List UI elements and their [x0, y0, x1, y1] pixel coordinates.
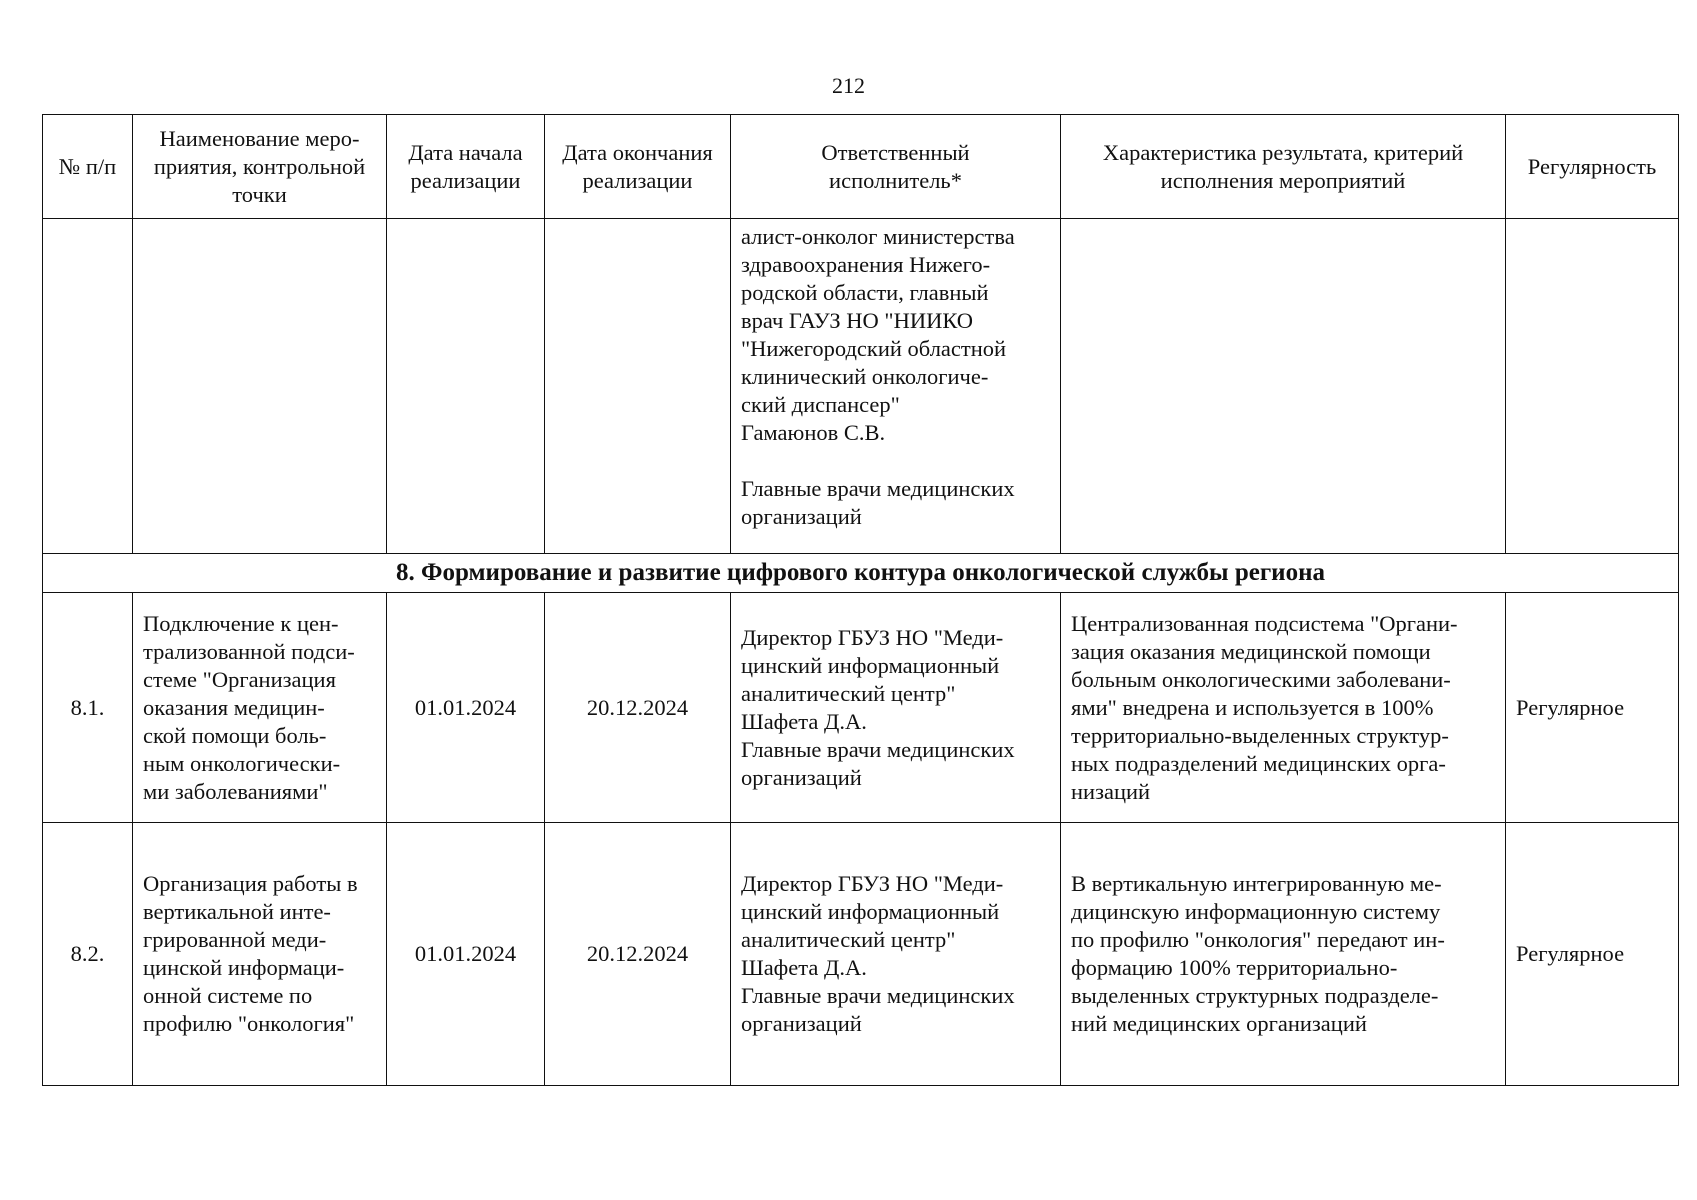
name-text: Организация работы в вертикальной инте- грированной меди- цинской информаци- онной системе по профилю "онкология" [143, 871, 358, 1036]
cell-start-date: 01.01.2024 [387, 593, 545, 823]
cell-end-date: 20.12.2024 [545, 593, 731, 823]
cell-number: 8.2. [43, 823, 133, 1086]
cell-regularity [1506, 593, 1679, 823]
cell-start-date [387, 219, 545, 554]
header-number [43, 115, 133, 219]
cell-responsible [731, 823, 1061, 1086]
header-name [133, 115, 387, 219]
header-regularity-label: Регулярность [1527, 153, 1657, 179]
result-text: В вертикальную интегрированную ме- дицинскую информационную систему по профилю "онкология" передают ин- формацию 100% территориально- выделенных структурных подразделе- ний медицинских организаций [1071, 871, 1445, 1036]
cell-result [1061, 823, 1506, 1086]
action-plan-table [42, 114, 1679, 1086]
cell-number [43, 219, 133, 554]
header-end-date [545, 115, 731, 219]
regularity-text: Регулярное [1516, 941, 1625, 966]
cell-regularity [1506, 823, 1679, 1086]
cell-result [1061, 219, 1506, 554]
cell-number: 8.1. [43, 593, 133, 823]
header-result-label: Характеристика результата, критерий исполнения мероприятий [1102, 139, 1464, 193]
cell-responsible [731, 219, 1061, 554]
result-text: Централизованная подсистема "Органи- зация оказания медицинской помощи больным онкологическими заболевани- ями" внедрена и используется в 100% территориально-выделенных структур- ных подразделений медицинских орга- низаций [1071, 610, 1458, 804]
cell-regularity [1506, 219, 1679, 554]
header-start-date-label: Дата начала реализации [408, 139, 523, 193]
responsible-text: Директор ГБУЗ НО "Меди- цинский информационный аналитический центр" Шафета Д.А. Главные врачи медицинских организаций [741, 871, 1015, 1036]
table-row [43, 593, 1679, 823]
section-title: 8. Формирование и развитие цифрового контура онкологической службы региона [43, 554, 1679, 593]
table-header-row [43, 115, 1679, 219]
header-number-label: № п/п [58, 153, 117, 179]
header-result [1061, 115, 1506, 219]
page-number: 212 [832, 73, 865, 98]
header-responsible-label: Ответственный исполнитель* [821, 139, 970, 193]
regularity-text: Регулярное [1516, 694, 1625, 720]
header-name-label: Наименование меро- приятия, контрольной точки [153, 125, 366, 207]
section-heading-row [43, 554, 1679, 593]
name-text: Подключение к цен- трализованной подси- стеме "Организация оказания медицин- ской помощи боль- ным онкологически- ми заболеваниями" [143, 610, 355, 804]
header-responsible [731, 115, 1061, 219]
cell-result [1061, 593, 1506, 823]
cell-name [133, 823, 387, 1086]
table-row-continuation [43, 219, 1679, 554]
table-row [43, 823, 1679, 1086]
responsible-text: алист-онколог министерства здравоохранения Нижего- родской области, главный врач ГАУЗ НО "НИИКО "Нижегородский областной клинический онкологиче- ский диспансер" Гамаюнов С.В. Главные врачи медицинских организаций [741, 224, 1015, 529]
cell-responsible [731, 593, 1061, 823]
cell-end-date [545, 219, 731, 554]
header-end-date-label: Дата окончания реализации [562, 139, 713, 193]
cell-name [133, 219, 387, 554]
cell-start-date: 01.01.2024 [387, 823, 545, 1086]
cell-name [133, 593, 387, 823]
header-start-date [387, 115, 545, 219]
header-regularity [1506, 115, 1679, 219]
responsible-text: Директор ГБУЗ НО "Меди- цинский информационный аналитический центр" Шафета Д.А. Главные врачи медицинских организаций [741, 624, 1015, 790]
cell-end-date: 20.12.2024 [545, 823, 731, 1086]
